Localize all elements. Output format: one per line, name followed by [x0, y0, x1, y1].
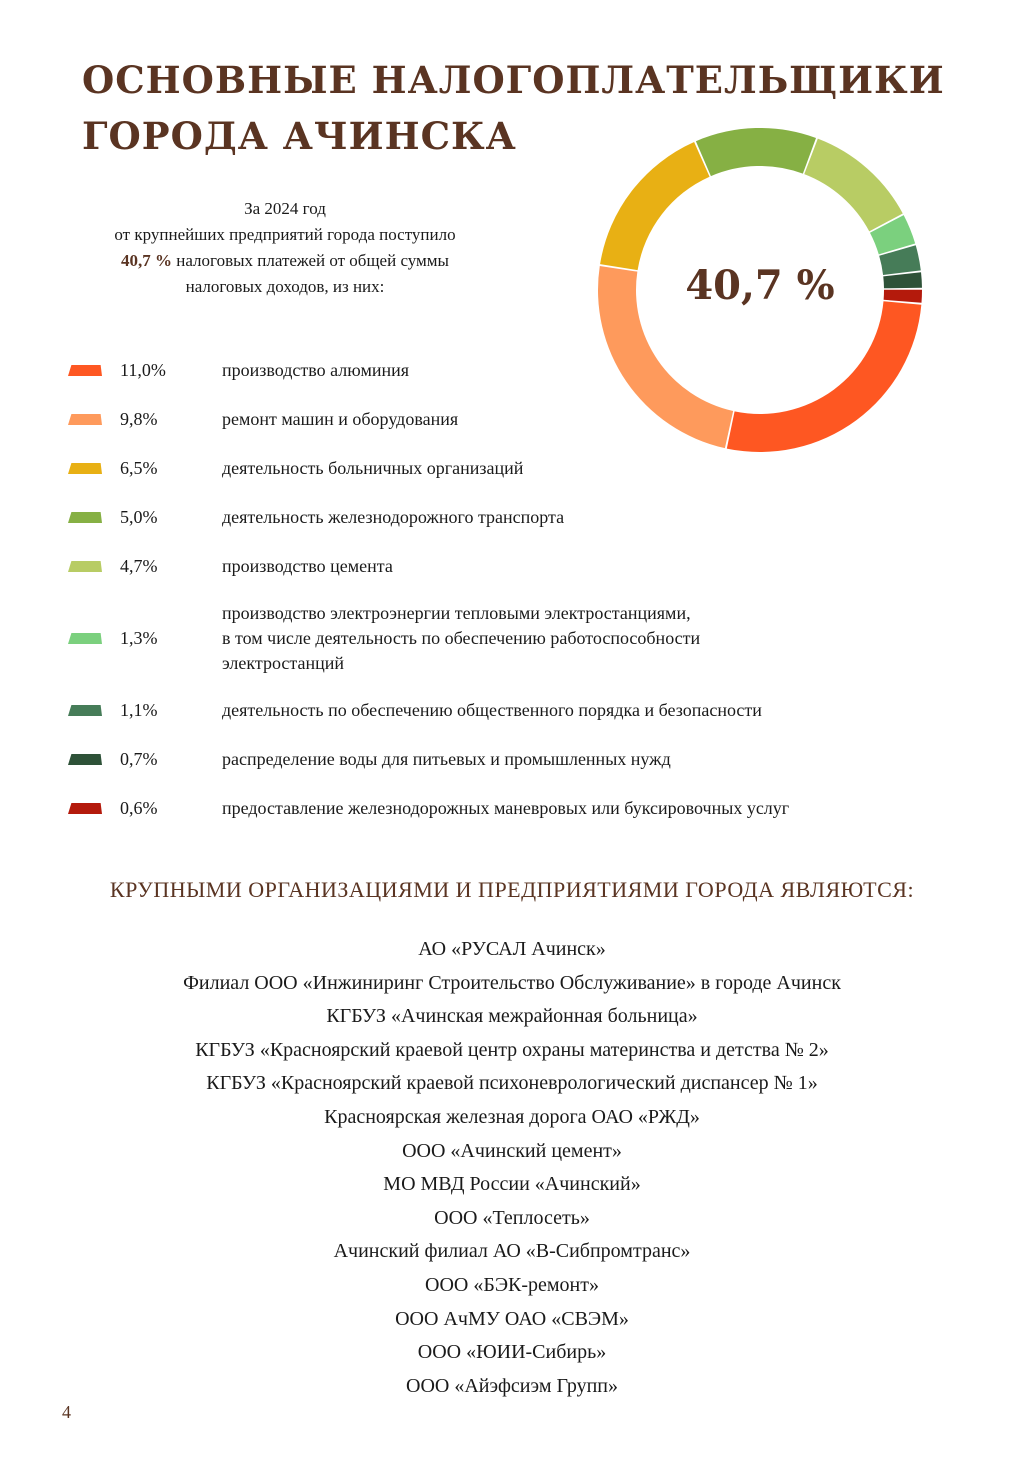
legend-item: [68, 358, 998, 383]
legend-label: [222, 796, 789, 821]
legend-label: [222, 601, 700, 676]
donut-slice-5: [804, 139, 903, 232]
legend-percent: 11,0%: [120, 360, 166, 380]
legend-label-line: электростанций: [222, 653, 345, 673]
intro-line-1: За 2024 год: [244, 199, 326, 218]
legend-label-line: в том числе деятельность по обеспечению работоспособности: [222, 628, 701, 648]
org-item: КГБУЗ «Ачинская межрайонная больница»: [326, 1005, 698, 1028]
donut-center-label: 40,7 %: [685, 262, 835, 309]
org-item: Филиал ООО «Инжиниринг Строительство Обслуживание» в городе Ачинск: [183, 971, 841, 994]
legend-label-line: деятельность по обеспечению общественного порядка и безопасности: [222, 700, 762, 720]
org-item: Красноярская железная дорога ОАО «РЖД»: [324, 1105, 700, 1128]
legend-label: [222, 358, 409, 383]
org-item: АО «РУСАЛ Ачинск»: [418, 938, 606, 960]
org-item: Ачинский филиал АО «В-Сибпромтранс»: [333, 1240, 691, 1263]
legend-label: [222, 456, 523, 481]
org-item: ООО «Теплосеть»: [434, 1206, 590, 1229]
legend-label: [222, 698, 762, 723]
orgs-heading: КРУПНЫМИ ОРГАНИЗАЦИЯМИ И ПРЕДПРИЯТИЯМИ ГОРОДА ЯВЛЯЮТСЯ:: [109, 877, 915, 902]
orgs-list: [0, 933, 1024, 1403]
legend-label-line: производство цемента: [222, 556, 393, 576]
intro-line-2: от крупнейших предприятий города поступило: [114, 225, 456, 244]
page-number: 4: [62, 1402, 71, 1422]
legend-swatch: [68, 754, 102, 765]
legend-swatch: [68, 633, 102, 644]
org-item: ООО «Айэфсиэм Групп»: [406, 1374, 618, 1397]
org-item: МО МВД России «Ачинский»: [383, 1173, 641, 1196]
intro-text: [30, 196, 540, 300]
legend-percent: 1,1%: [120, 700, 158, 720]
org-item: КГБУЗ «Красноярский краевой центр охраны материнства и детства № 2»: [195, 1038, 829, 1061]
legend-label-line: предоставление железнодорожных маневровых или буксировочных услуг: [222, 798, 790, 818]
legend-swatch: [68, 365, 102, 376]
legend-percent: 4,7%: [120, 556, 158, 576]
legend-item: [68, 407, 998, 432]
legend-item: [68, 796, 998, 821]
legend-label-line: производство электроэнергии тепловыми электростанциями,: [222, 603, 691, 623]
legend-label: [222, 554, 393, 579]
intro-line-4: налоговых доходов, из них:: [185, 277, 385, 296]
org-item: ООО АчМУ ОАО «СВЭМ»: [395, 1307, 629, 1330]
legend-label: [222, 407, 458, 432]
title-line-2: ГОРОДА АЧИНСКА: [82, 114, 517, 158]
legend-swatch: [68, 414, 102, 425]
legend-swatch: [68, 705, 102, 716]
legend-label-line: производство алюминия: [222, 360, 410, 380]
legend-item: [68, 747, 998, 772]
legend-label-line: распределение воды для питьевых и промышленных нужд: [222, 749, 671, 769]
legend-percent: 1,3%: [120, 628, 158, 648]
legend-swatch: [68, 803, 102, 814]
intro-line-3-rest: налоговых платежей от общей суммы: [172, 251, 449, 270]
legend-item: [68, 554, 998, 579]
legend-percent: 9,8%: [120, 409, 158, 429]
legend-swatch: [68, 463, 102, 474]
title-line-1: ОСНОВНЫЕ НАЛОГОПЛАТЕЛЬЩИКИ: [82, 58, 945, 102]
legend-swatch: [68, 561, 102, 572]
intro-share-value: 40,7 %: [121, 251, 172, 270]
legend-label-line: ремонт машин и оборудования: [222, 409, 459, 429]
org-item: ООО «ЮИИ-Сибирь»: [417, 1341, 607, 1364]
legend-item: [68, 601, 998, 676]
legend-item: [68, 698, 998, 723]
legend-label: [222, 505, 564, 530]
legend-label-line: деятельность больничных организаций: [222, 458, 524, 478]
intro-line-3: [30, 248, 540, 274]
legend-percent: 5,0%: [120, 507, 158, 527]
org-item: ООО «Ачинский цемент»: [402, 1139, 622, 1162]
legend-item: [68, 505, 998, 530]
legend-percent: 0,7%: [120, 749, 158, 769]
legend-label-line: деятельность железнодорожного транспорта: [222, 507, 565, 527]
legend-percent: 6,5%: [120, 458, 158, 478]
org-item: ООО «БЭК-ремонт»: [425, 1273, 599, 1296]
donut-slice-4: [696, 128, 816, 176]
legend-swatch: [68, 512, 102, 523]
donut-slice-3: [600, 142, 709, 270]
legend-label: [222, 747, 671, 772]
legend-percent: 0,6%: [120, 798, 158, 818]
org-item: КГБУЗ «Красноярский краевой психоневрологический диспансер № 1»: [206, 1072, 818, 1095]
legend-item: [68, 456, 998, 481]
